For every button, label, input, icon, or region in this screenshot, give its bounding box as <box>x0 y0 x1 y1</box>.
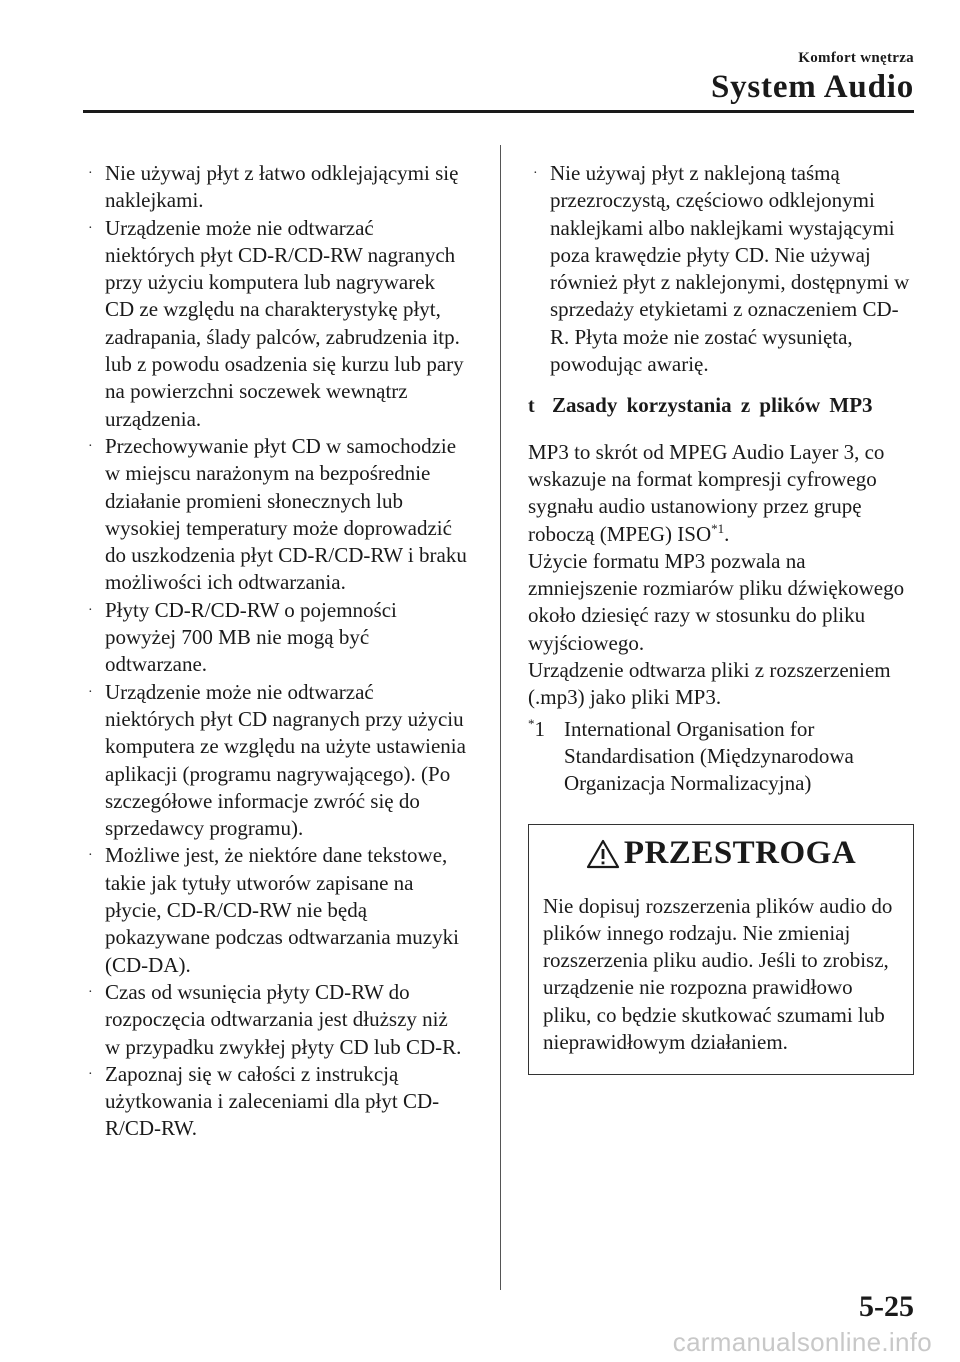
bullet-icon: · <box>88 438 93 454</box>
list-item: · Urządzenie może nie odtwarzać niektórych płyt CD nagranych przy użyciu komputera ze względu na użyte ustawienia aplikacji (programu nagrywającego). (Po szczegółowe informacje zwróć się do sprzedawcy programu). <box>88 679 466 841</box>
mp3-subheading <box>528 392 914 420</box>
footnote-ref: *1 <box>711 520 725 536</box>
footnote <box>528 716 914 798</box>
paragraph: Użycie formatu MP3 pozwala na zmniejszenie rozmiarów pliku dźwiękowego około dziesięć razy w stosunku do pliku wyjściowego. <box>528 548 905 655</box>
caution-body: Nie dopisuj rozszerzenia plików audio do plików innego rodzaju. Nie zmieniaj rozszerzenia pliku audio. Jeśli to zrobisz, urządzenie nie rozpozna prawidłowo pliku, co będzie skutkować szumami lub nieprawidłowym działaniem. <box>543 893 893 1055</box>
caution-title: PRZESTROGA <box>543 839 899 869</box>
list-item: · Możliwe jest, że niektóre dane tekstowe, takie jak tytuły utworów zapisane na płycie, CD-R/CD-RW nie będą pokazywane podczas odtwarzania muzyki (CD-DA). <box>88 843 459 977</box>
list-item: · Czas od wsunięcia płyty CD-RW do rozpoczęcia odtwarzania jest dłuższy niż w przypadku zwykłej płyty CD lub CD-R. <box>88 979 462 1059</box>
caution-box <box>528 824 914 1076</box>
mp3-description <box>528 439 914 712</box>
paragraph: Urządzenie odtwarza pliki z rozszerzeniem (.mp3) jako pliki MP3. <box>528 658 891 710</box>
bullet-icon: · <box>88 602 93 618</box>
paragraph: MP3 to skrót od MPEG Audio Layer 3, co wskazuje na format kompresji cyfrowego sygnału audio ustanowiony przez grupę roboczą (MPEG) ISO$^{*1}$. <box>528 439 885 546</box>
list-item: · Nie używaj płyt z łatwo odklejającymi się naklejkami. <box>88 161 459 213</box>
bullet-icon: · <box>88 1066 93 1082</box>
list-item: · Urządzenie może nie odtwarzać niektórych płyt CD-R/CD-RW nagranych przy użyciu komputera lub nagrywarek CD ze względu na charakterystykę płyt, zadrapania, ślady palców, zabrudzenia itp. lub z powodu osadzenia się kurzu lub pary na powierzchni soczewek wewnątrz urządzenia. <box>88 215 464 431</box>
right-column <box>528 160 914 1075</box>
right-bullet-list <box>528 160 914 378</box>
header-rule <box>83 110 914 113</box>
bullet-icon: · <box>88 166 93 181</box>
column-divider <box>500 145 501 1290</box>
page-number: 5-25 <box>859 1290 914 1323</box>
list-item: · Przechowywanie płyt CD w samochodzie w miejscu narażonym na bezpośrednie działanie promieni słonecznych lub wysokiej temperatury może doprowadzić do uszkodzenia płyt CD-R/CD-RW i braku możliwości ich odtwarzania. <box>88 433 467 595</box>
list-item: · Nie używaj płyt z naklejoną taśmą przezroczystą, częściowo odklejonymi naklejkami albo naklejkami wystającymi poza krawędzie płyty CD. Nie używaj również płyt z naklejonymi, dostępnymi w sprzedaży etykietami z oznaczeniem CD-R. Płyta może nie zostać wysunięta, powodując awarię. <box>533 161 910 377</box>
footnote-mark: *1 <box>528 715 545 741</box>
subheading-text: Zasady korzystania z plików MP3 <box>552 393 873 418</box>
bullet-icon: · <box>88 848 93 864</box>
footnote-text: International Organisation for Standardisation (Międzynarodowa Organizacja Normalizacyjna) <box>564 716 854 796</box>
list-item: · Płyty CD-R/CD-RW o pojemności powyżej 700 MB nie mogą być odtwarzane. <box>88 597 397 677</box>
bullet-icon: · <box>88 984 93 1000</box>
chapter-title: System Audio <box>710 69 914 105</box>
bullet-icon: · <box>88 220 93 236</box>
section-marker-icon: t <box>528 395 535 418</box>
list-item: · Zapoznaj się w całości z instrukcją użytkowania i zaleceniami dla płyt CD-R/CD-RW. <box>88 1061 440 1141</box>
watermark: carmanualsonline.info <box>672 1327 932 1357</box>
left-bullet-list <box>83 160 468 1143</box>
running-header <box>711 0 914 106</box>
bullet-icon: · <box>533 166 538 181</box>
bullet-icon: · <box>88 684 93 700</box>
section-title: Komfort wnętrza <box>798 50 914 66</box>
warning-triangle-icon <box>586 839 620 869</box>
left-column <box>83 160 468 1143</box>
